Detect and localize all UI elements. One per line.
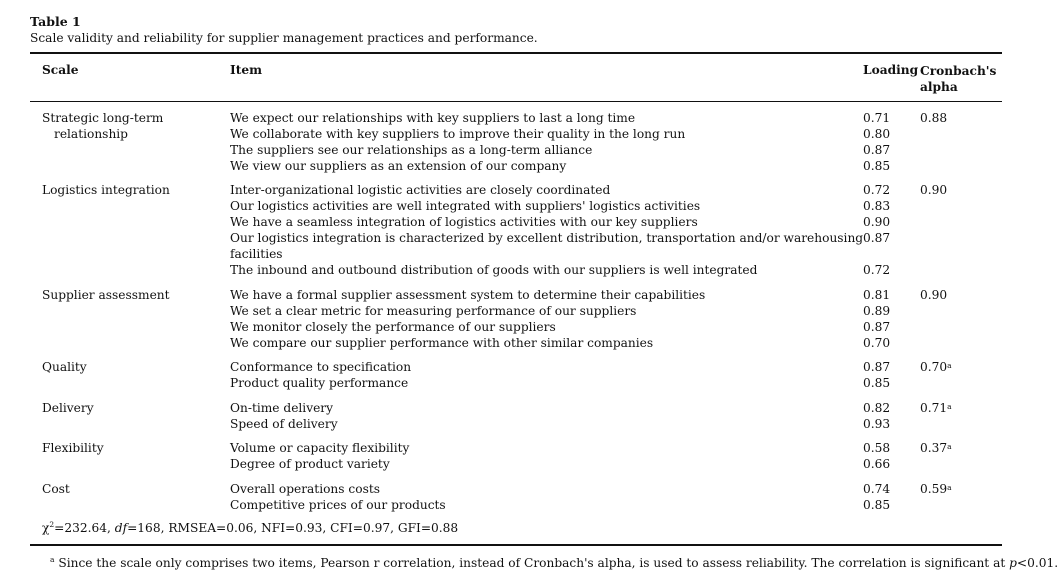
scale-name: Flexibility (42, 441, 104, 455)
chi-square-symbol: $\chi^2$ (42, 520, 55, 535)
loading-value: 0.83 (863, 199, 891, 213)
alpha-footnote-marker: a (947, 402, 952, 411)
loading-value: 0.87 (863, 360, 891, 374)
loading-value: 0.81 (863, 288, 891, 302)
item-text: The suppliers see our relationships as a long-term alliance (230, 143, 593, 157)
loading-value: 0.80 (863, 127, 891, 141)
scale-name: Quality (42, 360, 87, 374)
item-text: We have a formal supplier assessment system to determine their capabilities (230, 288, 706, 302)
fit-values: =168, RMSEA=0.06, NFI=0.93, CFI=0.97, GFI=0.88 (127, 521, 459, 535)
item-text: Overall operations costs (230, 482, 380, 496)
loading-value: 0.58 (863, 441, 891, 455)
footnote-p: p (1009, 556, 1017, 570)
item-text: On-time delivery (230, 401, 334, 415)
loading-value: 0.72 (863, 263, 891, 277)
loading-value: 0.74 (863, 482, 891, 496)
alpha-number: 0.90 (920, 288, 948, 302)
alpha-value (920, 481, 952, 497)
item-text: Product quality performance (230, 376, 409, 390)
item-text: We have a seamless integration of logistics activities with our key suppliers (230, 215, 698, 229)
loading-value: 0.85 (863, 498, 891, 512)
item-text: Inter-organizational logistic activities are closely coordinated (230, 183, 611, 197)
alpha-value (920, 400, 952, 416)
alpha-number: 0.70 (920, 360, 948, 374)
chi-square-value: =232.64, (54, 521, 115, 535)
item-text: Volume or capacity flexibility (230, 441, 410, 455)
header-alpha-line2: alpha (920, 80, 958, 94)
loading-value: 0.87 (863, 143, 891, 157)
loading-value: 0.71 (863, 111, 891, 125)
item-text: Competitive prices of our products (230, 498, 446, 512)
item-text: We compare our supplier performance with other similar companies (230, 336, 654, 350)
alpha-value (920, 359, 952, 375)
scale-name: Delivery (42, 401, 94, 415)
header-scale: Scale (42, 63, 79, 77)
loading-value: 0.72 (863, 183, 891, 197)
header-item: Item (230, 63, 262, 77)
scale-name: Strategic long-term (42, 111, 164, 125)
item-text: Our logistics integration is characterized by excellent distribution, transportation and/or warehousing (230, 231, 864, 245)
item-text: facilities (230, 247, 283, 261)
loading-value: 0.87 (863, 320, 891, 334)
alpha-number: 0.59 (920, 482, 948, 496)
header-rule (30, 101, 1002, 102)
scale-name: Supplier assessment (42, 288, 170, 302)
item-text: Degree of product variety (230, 457, 390, 471)
item-text: The inbound and outbound distribution of goods with our suppliers is well integrated (230, 263, 758, 277)
item-text: We expect our relationships with key suppliers to last a long time (230, 111, 636, 125)
loading-value: 0.85 (863, 159, 891, 173)
item-text: Speed of delivery (230, 417, 338, 431)
alpha-value (920, 110, 947, 126)
loading-value: 0.87 (863, 231, 891, 245)
header-loading: Loading (863, 63, 919, 77)
alpha-value (920, 440, 952, 456)
table-caption: Scale validity and reliability for supplier management practices and performance. (30, 31, 538, 45)
scale-name: Cost (42, 482, 70, 496)
alpha-number: 0.90 (920, 183, 948, 197)
alpha-value (920, 182, 947, 198)
alpha-footnote-marker: a (947, 483, 952, 492)
alpha-number: 0.71 (920, 401, 948, 415)
top-rule (30, 52, 1002, 54)
item-text: We view our suppliers as an extension of our company (230, 159, 567, 173)
loading-value: 0.82 (863, 401, 891, 415)
alpha-number: 0.37 (920, 441, 948, 455)
footnote-threshold: <0.01. (1016, 556, 1058, 570)
alpha-value (920, 287, 947, 303)
item-text: We set a clear metric for measuring performance of our suppliers (230, 304, 637, 318)
header-alpha (920, 63, 996, 95)
item-text: We collaborate with key suppliers to improve their quality in the long run (230, 127, 686, 141)
header-alpha-line1: Cronbach's (920, 64, 997, 78)
footnote-text: Since the scale only comprises two items, Pearson r correlation, instead of Cronbach's alpha, is used to assess reliability. The correlation is significant at (54, 556, 1010, 570)
scale-name: relationship (54, 127, 128, 141)
df-label: df (114, 521, 128, 535)
loading-value: 0.85 (863, 376, 891, 390)
item-text: Conformance to specification (230, 360, 412, 374)
fit-statistics (42, 521, 458, 535)
scale-name: Logistics integration (42, 183, 170, 197)
item-text: Our logistics activities are well integrated with suppliers' logistics activities (230, 199, 701, 213)
footnote-marker: a (50, 555, 55, 564)
bottom-rule (30, 544, 1002, 546)
loading-value: 0.70 (863, 336, 891, 350)
item-text: We monitor closely the performance of our suppliers (230, 320, 556, 334)
loading-value: 0.90 (863, 215, 891, 229)
footnote (50, 556, 1058, 570)
loading-value: 0.66 (863, 457, 891, 471)
alpha-footnote-marker: a (947, 361, 952, 370)
alpha-number: 0.88 (920, 111, 948, 125)
table-label: Table 1 (30, 14, 81, 29)
alpha-footnote-marker: a (947, 442, 952, 451)
loading-value: 0.93 (863, 417, 891, 431)
loading-value: 0.89 (863, 304, 891, 318)
